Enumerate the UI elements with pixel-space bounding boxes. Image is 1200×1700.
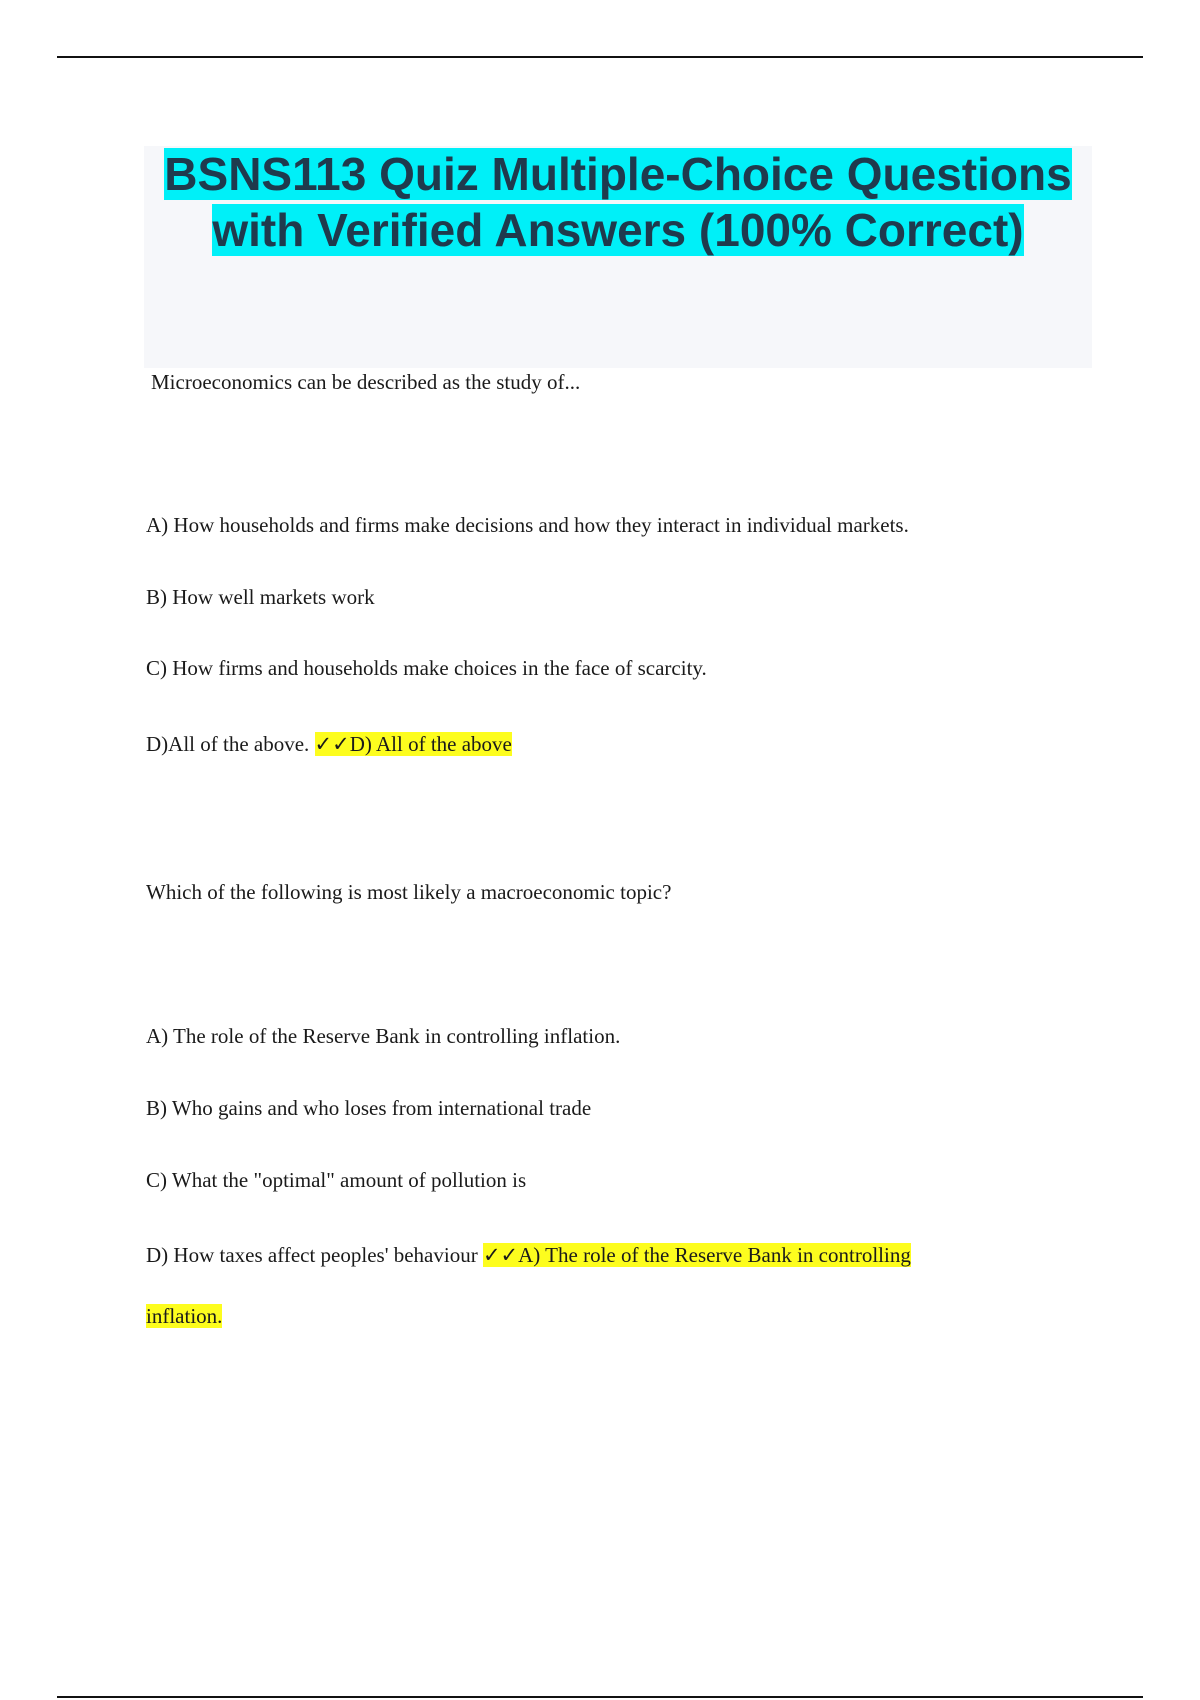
- question-1-option-b: B) How well markets work: [146, 585, 375, 609]
- question-2-answer-line-2: inflation.: [146, 1304, 223, 1328]
- question-1-text: Microeconomics can be described as the study of...: [151, 370, 581, 394]
- question-2-option-a: A) The role of the Reserve Bank in controlling inflation.: [146, 1024, 621, 1048]
- question-2-text: Which of the following is most likely a macroeconomic topic?: [146, 880, 672, 904]
- question-2-answer-line-2-row: [146, 1301, 222, 1331]
- document-title-text: BSNS113 Quiz Multiple-Choice Questions with Verified Answers (100% Correct): [164, 148, 1072, 256]
- question-2-option-b: B) Who gains and who loses from international trade: [146, 1096, 592, 1120]
- document-title: [144, 146, 1092, 258]
- question-1-option-c: C) How firms and households make choices in the face of scarcity.: [146, 656, 707, 680]
- question-2-option-d-row: [146, 1240, 911, 1270]
- bottom-rule: [57, 1696, 1143, 1698]
- title-block: [144, 146, 1092, 368]
- question-2-option-d: D) How taxes affect peoples' behaviour: [146, 1243, 478, 1267]
- question-2-option-c: C) What the "optimal" amount of pollution is: [146, 1168, 527, 1192]
- question-1-option-d-row: [146, 729, 512, 759]
- top-rule: [57, 56, 1143, 58]
- question-1-answer: ✓✓D) All of the above: [314, 732, 512, 756]
- question-1-option-a: A) How households and firms make decisions and how they interact in individual markets.: [146, 513, 909, 537]
- question-2-answer-line-1: ✓✓A) The role of the Reserve Bank in controlling: [482, 1243, 911, 1267]
- question-1-option-d: D)All of the above.: [146, 732, 310, 756]
